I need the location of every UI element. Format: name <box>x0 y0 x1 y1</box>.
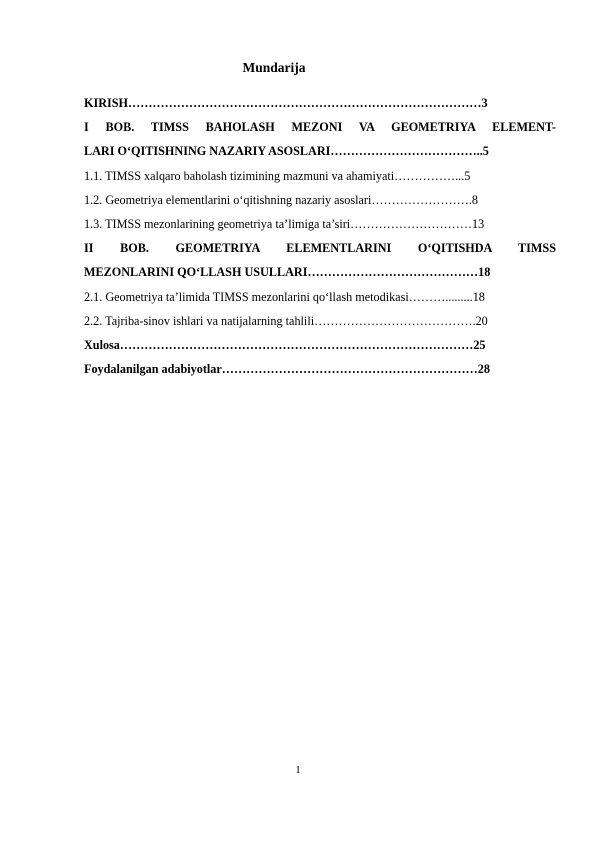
toc-entry-section-2-1: 2.1. Geometriya ta’limida TIMSS mezonlarini qo‘llash metodikasi……….........18 <box>84 289 485 304</box>
page-number: 1 <box>295 764 301 776</box>
toc-entry-section-2-2: 2.2. Tajriba-sinov ishlari va natijalarning tahlili………………………………….20 <box>84 313 488 328</box>
toc-entry-section-1-3: 1.3. TIMSS mezonlarining geometriya ta’limiga ta’siri…………………………13 <box>84 216 485 231</box>
toc-entry-adabiyotlar: Foydalanilgan adabiyotlar………………………………………………………28 <box>84 362 490 377</box>
toc-entry-section-1-1: 1.1. TIMSS xalqaro baholash tizimining mazmuni va ahamiyati……………...5 <box>84 168 471 183</box>
document-title: Mundarija <box>242 60 306 75</box>
toc-entry-chapter-1-line-2: LARI O‘QITISHNING NAZARIY ASOSLARI………………………………..5 <box>84 144 489 159</box>
table-of-contents <box>84 91 556 381</box>
toc-entry-chapter-2-line-2: MEZONLARINI QO‘LLASH USULLARI……………………………………18 <box>84 265 491 280</box>
toc-entry-chapter-2-line-1: II BOB. GEOMETRIYA ELEMENTLARINI O‘QITISHDA TIMSS <box>84 241 556 256</box>
toc-entry-xulosa: Xulosa……………………………………………………………………………25 <box>84 337 486 352</box>
toc-entry-kirish: KIRISH……………………………………………………………………………3 <box>84 96 488 110</box>
toc-entry-chapter-1-line-1: I BOB. TIMSS BAHOLASH MEZONI VA GEOMETRIYA ELEMENT- <box>84 120 556 135</box>
toc-entry-section-1-2: 1.2. Geometriya elementlarini o‘qitishning nazariy asoslari…………………….8 <box>84 192 478 207</box>
